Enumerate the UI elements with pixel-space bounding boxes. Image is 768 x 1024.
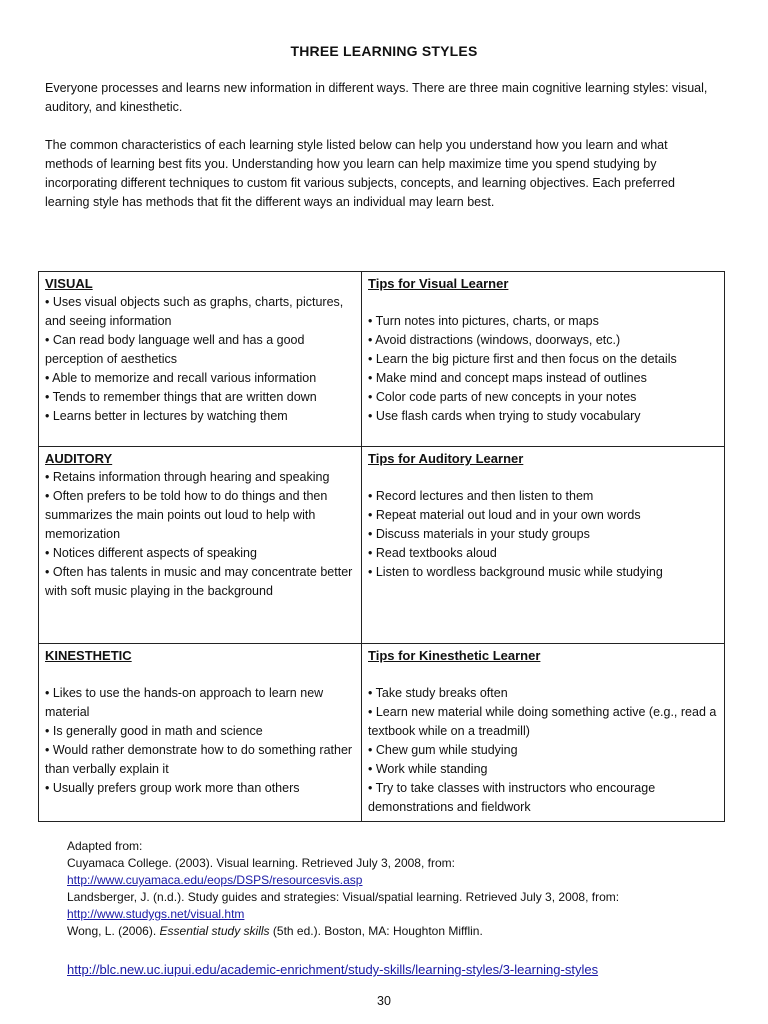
reference-3-title: Essential study skills — [159, 924, 270, 938]
table-row — [39, 272, 725, 447]
list-item: • Is generally good in math and science — [45, 724, 263, 738]
list-item: • Try to take classes with instructors who encourage demonstrations and fieldwork — [368, 781, 656, 814]
list-item: • Usually prefers group work more than others — [45, 781, 300, 795]
visual-heading: VISUAL — [45, 276, 93, 291]
reference-2: Landsberger, J. (n.d.). Study guides and strategies: Visual/spatial learning. Retrieved July 3, 2008, from: — [67, 890, 620, 904]
list-item: • Discuss materials in your study groups — [368, 527, 590, 541]
list-item: • Learn new material while doing something active (e.g., read a textbook while on a treadmill) — [368, 705, 717, 738]
list-item: • Avoid distractions (windows, doorways, etc.) — [368, 333, 621, 347]
visual-tips-cell — [362, 272, 725, 447]
references — [67, 838, 747, 940]
auditory-tips-heading: Tips for Auditory Learner — [368, 451, 524, 466]
list-item: • Tends to remember things that are written down — [45, 390, 317, 404]
list-item: • Learn the big picture first and then focus on the details — [368, 352, 677, 366]
page-number: 30 — [377, 994, 391, 1008]
list-item: • Able to memorize and recall various information — [45, 371, 317, 385]
list-item: • Retains information through hearing and speaking — [45, 470, 330, 484]
learning-styles-table — [38, 271, 725, 822]
list-item: • Likes to use the hands-on approach to learn new material — [45, 686, 324, 719]
list-item: • Chew gum while studying — [368, 743, 518, 757]
list-item: • Take study breaks often — [368, 686, 508, 700]
list-item: • Notices different aspects of speaking — [45, 546, 257, 560]
list-item: • Repeat material out loud and in your own words — [368, 508, 641, 522]
list-item: • Make mind and concept maps instead of outlines — [368, 371, 647, 385]
intro-paragraph: Everyone processes and learns new information in different ways. There are three main cognitive learning styles: visual, auditory, and kinesthetic. — [45, 81, 708, 114]
list-item: • Work while standing — [368, 762, 488, 776]
list-item: • Uses visual objects such as graphs, charts, pictures, and seeing information — [45, 295, 344, 328]
list-item: • Would rather demonstrate how to do something rather than verbally explain it — [45, 743, 353, 776]
characteristics-paragraph: The common characteristics of each learning style listed below can help you understand how you learn and what methods of learning best fits you. Understanding how you learn can help maximize time you spend studying by incorporating different techniques to custom fit various subjects, concepts, and learning objectives. Each preferred learning style has methods that fit the different ways an individual may learn best. — [45, 138, 675, 209]
table-row — [39, 447, 725, 644]
kinesthetic-tips-cell — [362, 644, 725, 822]
list-item: • Listen to wordless background music while studying — [368, 565, 663, 579]
list-item: • Color code parts of new concepts in your notes — [368, 390, 637, 404]
visual-cell — [39, 272, 362, 447]
page-title: THREE LEARNING STYLES — [290, 43, 478, 59]
auditory-tips-cell — [362, 447, 725, 644]
visual-tips-heading: Tips for Visual Learner — [368, 276, 509, 291]
auditory-cell — [39, 447, 362, 644]
kinesthetic-cell — [39, 644, 362, 822]
list-item: • Use flash cards when trying to study vocabulary — [368, 409, 641, 423]
source-link[interactable]: http://blc.new.uc.iupui.edu/academic-enrichment/study-skills/learning-styles/3-learning-styles — [67, 962, 599, 977]
reference-3-author: Wong, L. (2006). — [67, 924, 157, 938]
list-item: • Often prefers to be told how to do things and then summarizes the main points out loud to help with memorization — [45, 489, 328, 541]
kinesthetic-tips-heading: Tips for Kinesthetic Learner — [368, 648, 541, 663]
reference-3-rest: (5th ed.). Boston, MA: Houghton Mifflin. — [272, 924, 483, 938]
list-item: • Turn notes into pictures, charts, or maps — [368, 314, 599, 328]
table-row — [39, 644, 725, 822]
list-item: • Record lectures and then listen to them — [368, 489, 594, 503]
reference-3 — [67, 923, 747, 940]
list-item: • Often has talents in music and may concentrate better with soft music playing in the background — [45, 565, 353, 598]
reference-1: Cuyamaca College. (2003). Visual learning. Retrieved July 3, 2008, from: — [67, 856, 455, 870]
list-item: • Can read body language well and has a good perception of aesthetics — [45, 333, 305, 366]
reference-1-link[interactable]: http://www.cuyamaca.edu/eops/DSPS/resourcesvis.asp — [67, 873, 363, 887]
list-item: • Learns better in lectures by watching them — [45, 409, 288, 423]
reference-2-link[interactable]: http://www.studygs.net/visual.htm — [67, 907, 245, 921]
kinesthetic-heading: KINESTHETIC — [45, 648, 132, 663]
references-label: Adapted from: — [67, 839, 143, 853]
auditory-heading: AUDITORY — [45, 451, 113, 466]
list-item: • Read textbooks aloud — [368, 546, 497, 560]
